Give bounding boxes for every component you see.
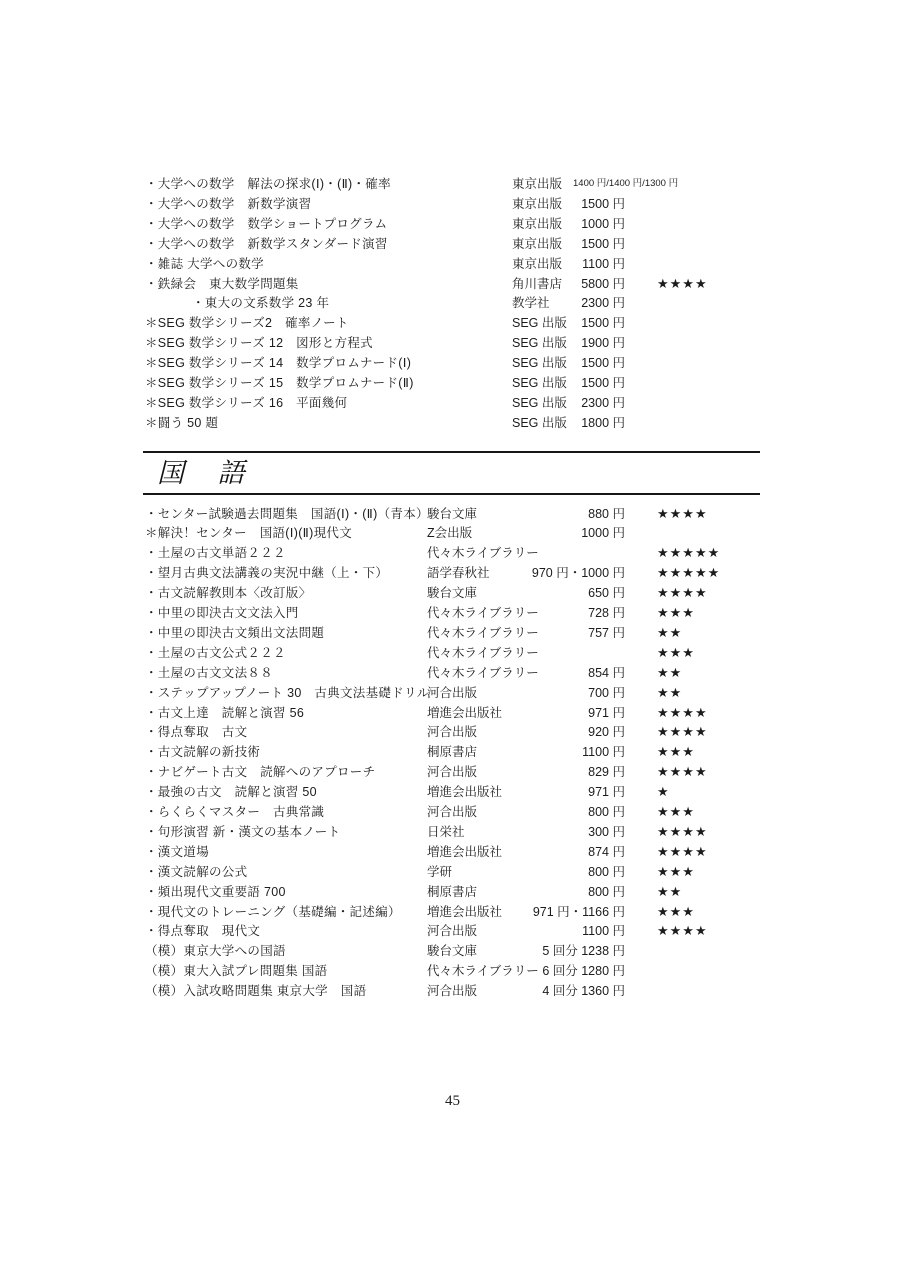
star-rating: ★★ [657,883,683,899]
price: 728 円 [588,606,625,620]
kokugo-book-row [0,722,905,742]
price: 4 回分 1360 円 [542,984,625,999]
price: 1400 円/1400 円/1300 円 [573,178,679,189]
star-rating: ★★★★★ [657,545,721,561]
math-book-row [0,353,905,373]
publisher: 増進会出版社 [427,844,503,859]
publisher: 角川書店 [512,276,563,291]
publisher: 代々木ライブラリー [427,625,539,640]
price: 854 円 [588,665,625,680]
book-title: ・得点奪取 古文 [145,725,248,740]
price: 971 円・1166 円 [532,904,625,919]
publisher: 河合出版 [427,765,478,780]
kokugo-book-row [0,961,905,981]
price: 1500 円 [581,236,625,251]
math-book-row [0,313,905,333]
star-rating: ★★★★ [657,823,708,839]
page-number: 45 [445,1093,460,1109]
kokugo-book-row [0,981,905,1001]
kokugo-book-row [0,543,905,563]
math-book-row [0,373,905,393]
kokugo-book-row [0,623,905,643]
book-title: ・雑誌 大学への数学 [145,256,264,271]
price: 1100 円 [582,745,625,760]
publisher: Z会出版 [427,526,473,541]
kokugo-book-row [0,663,905,683]
book-title: ・土屋の古文公式２２２ [145,645,286,660]
publisher: 河合出版 [427,685,478,700]
price: 6 回分 1280 円 [542,964,625,979]
publisher: 代々木ライブラリー [427,546,539,561]
price: 800 円 [588,864,625,879]
price: 971 円 [588,705,625,720]
star-rating: ★★ [657,624,683,640]
book-title: ＊SEG 数学シリーズ 12 図形と方程式 [145,336,373,351]
math-book-row [0,194,905,214]
math-book-row [0,293,905,313]
math-book-row [0,234,905,254]
kokugo-book-row [0,902,905,922]
book-title: ・古文読解の新技術 [145,745,261,760]
kokugo-book-row [0,802,905,822]
publisher: 増進会出版社 [427,705,503,720]
kokugo-book-row [0,523,905,543]
price: 880 円 [588,506,625,521]
kokugo-section-header [143,451,760,495]
star-rating: ★★ [657,684,683,700]
publisher: 河合出版 [427,805,478,819]
kokugo-book-row [0,822,905,842]
publisher: 東京出版 [512,236,563,251]
book-title: ・大学への数学 新数学スタンダード演習 [145,236,388,251]
price: 800 円 [588,805,625,819]
star-rating: ★★★★★ [657,565,721,581]
star-rating: ★ [657,784,670,800]
star-rating: ★★★ [657,863,695,879]
publisher: 増進会出版社 [427,785,503,800]
star-rating: ★★★ [657,644,695,660]
kokugo-book-row [0,683,905,703]
book-title: ・ステップアップノート 30 古典文法基礎ドリル [145,685,430,700]
price: 1500 円 [581,356,625,371]
price: 1900 円 [581,336,625,351]
publisher: 駿台文庫 [427,506,478,521]
price: 1100 円 [582,256,625,271]
price: 920 円 [588,725,625,740]
price: 300 円 [588,824,625,839]
publisher: 桐原書店 [427,884,478,899]
book-title: ・東大の文系数学 23 年 [192,296,330,311]
star-rating: ★★★★ [657,724,708,740]
book-title: ・中里の即決古文頻出文法問題 [145,625,325,640]
book-title: ・頻出現代文重要語 700 [145,884,286,899]
star-rating: ★★★ [657,903,695,919]
book-title: ＊SEG 数学シリーズ 15 数学プロムナード(Ⅱ) [145,376,414,390]
book-title: ・ナビゲート古文 読解へのアプローチ [145,765,376,780]
kokugo-book-row [0,742,905,762]
publisher: 日栄社 [427,824,465,839]
book-title: ・漢文読解の公式 [145,864,248,879]
price: 970 円・1000 円 [531,566,625,581]
publisher: 東京出版 [512,256,563,271]
star-rating: ★★★ [657,605,695,620]
price: 5 回分 1238 円 [542,944,625,959]
price: 874 円 [588,844,625,859]
price: 1800 円 [581,415,625,430]
publisher: 東京出版 [512,177,563,191]
math-book-row [0,254,905,274]
publisher: 代々木ライブラリー [427,665,539,680]
publisher: SEG 出版 [512,415,567,430]
book-title: ・土屋の古文単語２２２ [145,546,286,561]
book-title: ・得点奪取 現代文 [145,924,261,939]
star-rating: ★★★★ [657,275,708,291]
publisher: SEG 出版 [512,395,567,410]
publisher: 代々木ライブラリー [427,606,539,620]
book-title: （模）東京大学への国語 [145,944,286,959]
publisher: 東京出版 [512,216,563,231]
book-title: ・らくらくマスター 古典常識 [145,805,325,819]
math-book-row [0,174,905,194]
math-book-row [0,274,905,294]
price: 1000 円 [581,216,625,231]
publisher: 代々木ライブラリー [427,964,539,979]
publisher: 河合出版 [427,924,478,939]
book-title: ・中里の即決古文文法入門 [145,606,299,620]
book-title: ＊SEG 数学シリーズ 16 平面幾何 [145,395,348,410]
publisher: SEG 出版 [512,316,567,331]
kokugo-book-row [0,504,905,524]
book-title: （模）東大入試プレ問題集 国語 [145,964,328,979]
kokugo-book-row [0,862,905,882]
price: 700 円 [588,685,625,700]
price: 2300 円 [581,395,625,410]
math-book-row [0,393,905,413]
publisher: 増進会出版社 [427,904,503,919]
publisher: 代々木ライブラリー [427,645,539,660]
book-title: ＊解決！センター 国語(Ⅰ)(Ⅱ)現代文 [145,526,352,541]
publisher: 学研 [427,864,453,879]
kokugo-book-row [0,882,905,902]
kokugo-book-row [0,703,905,723]
star-rating: ★★★★ [657,585,708,601]
kokugo-book-row [0,603,905,623]
publisher: 東京出版 [512,196,563,211]
kokugo-book-row [0,941,905,961]
kokugo-book-row [0,563,905,583]
price: 1500 円 [581,196,625,211]
star-rating: ★★★★ [657,843,708,859]
book-title: ＊SEG 数学シリーズ 14 数学プロムナード(Ⅰ) [145,356,412,371]
publisher: 河合出版 [427,725,478,740]
math-book-row [0,333,905,353]
book-title: ・句形演習 新・漢文の基本ノート [145,824,341,839]
book-title: ・古文上達 読解と演習 56 [145,705,305,720]
kokugo-book-row [0,643,905,663]
price: 1500 円 [581,316,625,331]
star-rating: ★★★ [657,804,695,819]
math-book-row [0,413,905,433]
star-rating: ★★★★ [657,923,708,939]
math-book-row [0,214,905,234]
book-title: ・漢文道場 [145,844,210,859]
kokugo-book-row [0,762,905,782]
publisher: 桐原書店 [427,745,478,760]
publisher: SEG 出版 [512,356,567,371]
kokugo-book-row [0,782,905,802]
kokugo-section-title: 国 語 [157,458,258,488]
kokugo-book-row [0,583,905,603]
book-title: ・土屋の古文文法８８ [145,665,274,680]
star-rating: ★★★★ [657,764,708,780]
book-title: ・大学への数学 数学ショートプログラム [145,216,388,231]
price: 757 円 [588,625,625,640]
publisher: SEG 出版 [512,336,567,351]
price: 1100 円 [582,924,625,939]
price: 5800 円 [581,276,625,291]
book-title: ・古文読解教則本〈改訂版〉 [145,586,312,601]
publisher: 駿台文庫 [427,586,478,601]
star-rating: ★★★ [657,744,695,760]
price: 650 円 [588,586,625,601]
publisher: 河合出版 [427,984,478,999]
price: 829 円 [588,765,625,780]
star-rating: ★★ [657,664,683,680]
book-title: ＊闘う 50 題 [145,415,219,430]
price: 1500 円 [581,376,625,390]
book-title: ・最強の古文 読解と演習 50 [145,785,317,800]
star-rating: ★★★★ [657,704,708,720]
book-title: ・大学への数学 新数学演習 [145,196,312,211]
star-rating: ★★★★ [657,505,708,521]
publisher: SEG 出版 [512,376,567,390]
price: 800 円 [588,884,625,899]
book-title: ・鉄緑会 東大数学問題集 [145,276,299,291]
price: 2300 円 [581,296,625,311]
kokugo-book-row [0,921,905,941]
publisher: 駿台文庫 [427,944,478,959]
book-title: ・センター試験過去問題集 国語(Ⅰ)・(Ⅱ)（青本） [145,506,429,521]
book-title: ＊SEG 数学シリーズ2 確率ノート [145,316,349,331]
publisher: 語学春秋社 [427,566,490,581]
publisher: 教学社 [512,296,550,311]
price: 971 円 [588,785,625,800]
book-title: ・現代文のトレーニング（基礎編・記述編） [145,904,401,919]
price: 1000 円 [581,526,625,541]
book-title: （模）入試攻略問題集 東京大学 国語 [145,984,367,999]
book-title: ・大学への数学 解法の探求(Ⅰ)・(Ⅱ)・確率 [145,177,391,191]
book-title: ・望月古典文法講義の実況中継（上・下） [145,566,389,581]
kokugo-book-row [0,842,905,862]
